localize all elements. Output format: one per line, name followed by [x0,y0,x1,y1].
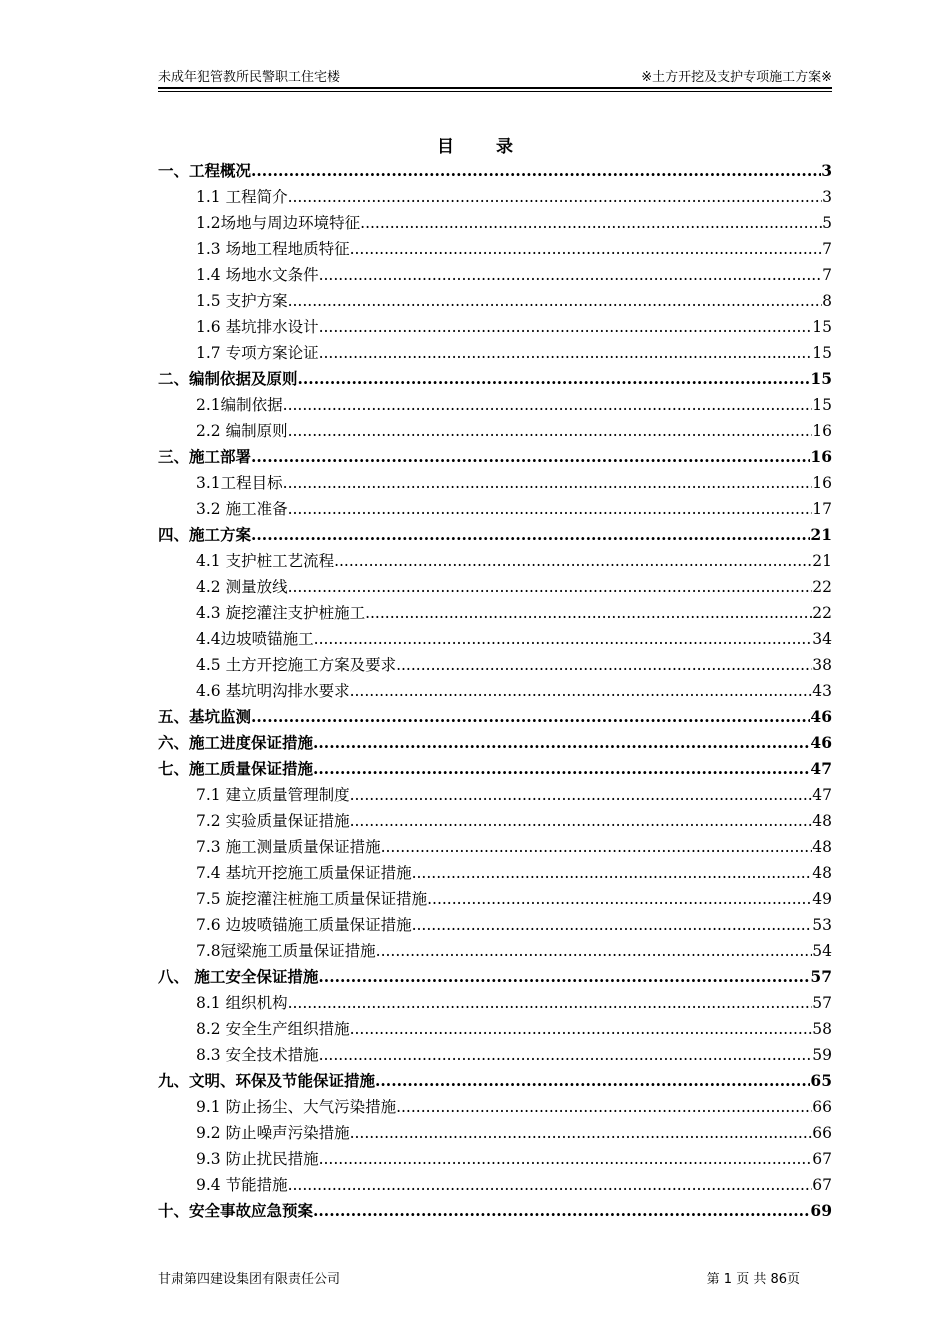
toc-section-entry[interactable] [158,990,832,1016]
toc-dot-leader [427,886,812,912]
toc-page-number: 3 [822,188,832,206]
toc-page-number: 22 [812,604,832,622]
toc-dot-leader [283,470,813,496]
toc-dot-leader [288,288,823,314]
toc-page-number: 66 [812,1124,832,1142]
toc-page-number: 16 [810,447,832,466]
toc-chapter-entry[interactable] [158,730,832,756]
toc-section-entry[interactable] [158,262,832,288]
toc-page-number: 16 [812,422,832,440]
toc-dot-leader [350,1120,813,1146]
header-project-name: 未成年犯管教所民警职工住宅楼 [158,70,341,85]
table-of-contents [158,158,832,1224]
toc-dot-leader [376,938,813,964]
toc-dot-leader [251,158,821,184]
toc-dot-leader [288,184,823,210]
toc-section-entry[interactable] [158,1146,832,1172]
toc-section-entry[interactable] [158,834,832,860]
toc-dot-leader [350,236,823,262]
toc-page-number: 47 [810,759,832,778]
toc-page-number: 47 [812,786,832,804]
toc-page-number: 57 [812,994,832,1012]
toc-section-entry[interactable] [158,860,832,886]
toc-section-entry[interactable] [158,600,832,626]
toc-section-entry[interactable] [158,496,832,522]
toc-entry-title: 1.6 基坑排水设计 [196,318,319,336]
toc-entry-title: 7.5 旋挖灌注桩施工质量保证措施 [196,890,428,908]
toc-page-number: 59 [812,1046,832,1064]
toc-dot-leader [319,340,813,366]
toc-entry-title: 1.7 专项方案论证 [196,344,319,362]
toc-chapter-entry[interactable] [158,366,832,392]
toc-dot-leader [313,756,810,782]
toc-page-number: 57 [810,967,832,986]
toc-chapter-entry[interactable] [158,964,832,990]
toc-entry-title: 1.5 支护方案 [196,292,288,310]
toc-chapter-entry[interactable] [158,704,832,730]
toc-chapter-entry[interactable] [158,1198,832,1224]
toc-page-number: 8 [822,292,832,310]
toc-section-entry[interactable] [158,626,832,652]
toc-section-entry[interactable] [158,340,832,366]
toc-dot-leader [319,314,813,340]
toc-page-number: 16 [812,474,832,492]
toc-page-number: 48 [812,838,832,856]
toc-entry-title: 二、编制依据及原则 [158,369,298,388]
toc-entry-title: 8.1 组织机构 [196,994,288,1012]
toc-page-number: 67 [812,1176,832,1194]
toc-entry-title: 9.2 防止噪声污染措施 [196,1124,350,1142]
toc-page-number: 15 [812,318,832,336]
toc-entry-title: 2.1编制依据 [196,396,283,414]
toc-dot-leader [251,704,810,730]
toc-page-number: 15 [812,344,832,362]
toc-entry-title: 8.2 安全生产组织措施 [196,1020,350,1038]
toc-dot-leader [313,1198,810,1224]
toc-page-number: 5 [822,214,832,232]
toc-entry-title: 7.1 建立质量管理制度 [196,786,350,804]
toc-page-number: 58 [812,1020,832,1038]
toc-dot-leader [360,210,822,236]
toc-section-entry[interactable] [158,418,832,444]
toc-dot-leader [365,600,812,626]
toc-section-entry[interactable] [158,548,832,574]
toc-dot-leader [251,522,810,548]
toc-section-entry[interactable] [158,912,832,938]
toc-entry-title: 1.4 场地水文条件 [196,266,319,284]
toc-page-number: 48 [812,812,832,830]
toc-entry-title: 7.4 基坑开挖施工质量保证措施 [196,864,412,882]
toc-section-entry[interactable] [158,184,832,210]
toc-dot-leader [412,860,813,886]
toc-page-number: 21 [812,552,832,570]
toc-entry-title: 九、文明、环保及节能保证措施 [158,1071,376,1090]
toc-entry-title: 4.3 旋挖灌注支护桩施工 [196,604,366,622]
toc-entry-title: 三、施工部署 [158,447,252,466]
header-rule-thick [158,87,832,89]
toc-page-number: 3 [821,161,832,180]
toc-dot-leader [381,834,813,860]
toc-page-number: 49 [812,890,832,908]
toc-section-entry[interactable] [158,210,832,236]
toc-entry-title: 七、施工质量保证措施 [158,759,314,778]
toc-dot-leader [334,548,812,574]
toc-entry-title: 9.4 节能措施 [196,1176,288,1194]
toc-page-number: 67 [812,1150,832,1168]
toc-page-number: 48 [812,864,832,882]
toc-section-entry[interactable] [158,808,832,834]
toc-section-entry[interactable] [158,1120,832,1146]
toc-section-entry[interactable] [158,886,832,912]
toc-entry-title: 7.2 实验质量保证措施 [196,812,350,830]
toc-section-entry[interactable] [158,938,832,964]
toc-section-entry[interactable] [158,1042,832,1068]
toc-section-entry[interactable] [158,678,832,704]
toc-page-number: 54 [812,942,832,960]
toc-entry-title: 十、安全事故应急预案 [158,1201,314,1220]
toc-entry-title: 7.6 边坡喷锚施工质量保证措施 [196,916,412,934]
toc-chapter-entry[interactable] [158,1068,832,1094]
toc-entry-title: 一、工程概况 [158,161,252,180]
toc-entry-title: 4.5 土方开挖施工方案及要求 [196,656,397,674]
toc-page-number: 7 [822,240,832,258]
toc-section-entry[interactable] [158,470,832,496]
toc-dot-leader [412,912,813,938]
toc-section-entry[interactable] [158,288,832,314]
toc-page-number: 15 [812,396,832,414]
toc-page-number: 22 [812,578,832,596]
toc-page-number: 66 [812,1098,832,1116]
toc-section-entry[interactable] [158,1016,832,1042]
toc-section-entry[interactable] [158,314,832,340]
toc-dot-leader [314,626,813,652]
toc-dot-leader [375,1068,810,1094]
toc-dot-leader [319,1146,813,1172]
toc-dot-leader [319,262,823,288]
toc-dot-leader [288,574,813,600]
toc-entry-title: 3.1工程目标 [196,474,283,492]
toc-dot-leader [396,652,812,678]
toc-dot-leader [288,1172,813,1198]
toc-page-number: 38 [812,656,832,674]
toc-section-entry[interactable] [158,1094,832,1120]
toc-section-entry[interactable] [158,236,832,262]
toc-dot-leader [318,964,810,990]
toc-section-entry[interactable] [158,652,832,678]
toc-entry-title: 9.3 防止扰民措施 [196,1150,319,1168]
toc-dot-leader [313,730,810,756]
toc-chapter-entry[interactable] [158,444,832,470]
toc-page-number: 69 [810,1201,832,1220]
toc-page-number: 46 [810,733,832,752]
toc-section-entry[interactable] [158,1172,832,1198]
toc-chapter-entry[interactable] [158,522,832,548]
toc-page-number: 34 [812,630,832,648]
toc-entry-title: 9.1 防止扬尘、大气污染措施 [196,1098,397,1116]
toc-entry-title: 8.3 安全技术措施 [196,1046,319,1064]
toc-dot-leader [283,392,813,418]
toc-dot-leader [350,1016,813,1042]
toc-entry-title: 1.1 工程简介 [196,188,288,206]
page-header [158,64,832,86]
toc-entry-title: 1.2场地与周边环境特征 [196,214,361,232]
toc-page-number: 53 [812,916,832,934]
toc-entry-title: 六、施工进度保证措施 [158,733,314,752]
toc-entry-title: 2.2 编制原则 [196,422,288,440]
toc-section-entry[interactable] [158,574,832,600]
toc-dot-leader [350,808,813,834]
toc-page-number: 17 [812,500,832,518]
toc-page-number: 7 [822,266,832,284]
toc-dot-leader [288,418,813,444]
toc-entry-title: 7.3 施工测量质量保证措施 [196,838,381,856]
header-rule-thin [158,91,832,92]
toc-dot-leader [350,678,813,704]
footer-page-number: 第 1 页 共 86页 [706,1272,800,1287]
toc-page-number: 65 [810,1071,832,1090]
toc-chapter-entry[interactable] [158,756,832,782]
toc-dot-leader [288,990,813,1016]
toc-dot-leader [288,496,813,522]
toc-entry-title: 4.2 测量放线 [196,578,288,596]
toc-page-number: 46 [810,707,832,726]
footer-company: 甘肃第四建设集团有限责任公司 [158,1272,341,1287]
toc-entry-title: 1.3 场地工程地质特征 [196,240,350,258]
toc-page-number: 21 [810,525,832,544]
toc-page-number: 15 [810,369,832,388]
toc-page-number: 43 [812,682,832,700]
toc-dot-leader [350,782,813,808]
toc-entry-title: 4.6 基坑明沟排水要求 [196,682,350,700]
toc-entry-title: 3.2 施工准备 [196,500,288,518]
toc-section-entry[interactable] [158,782,832,808]
header-document-title: ※土方开挖及支护专项施工方案※ [641,70,832,85]
toc-dot-leader [319,1042,813,1068]
toc-chapter-entry[interactable] [158,158,832,184]
toc-title: 目 录 [437,137,531,157]
toc-entry-title: 八、 施工安全保证措施 [158,967,319,986]
toc-entry-title: 五、基坑监测 [158,707,252,726]
toc-entry-title: 四、施工方案 [158,525,252,544]
toc-entry-title: 7.8冠梁施工质量保证措施 [196,942,376,960]
toc-entry-title: 4.1 支护桩工艺流程 [196,552,335,570]
toc-dot-leader [251,444,810,470]
toc-dot-leader [396,1094,812,1120]
toc-section-entry[interactable] [158,392,832,418]
page-footer [158,1268,800,1288]
toc-entry-title: 4.4边坡喷锚施工 [196,630,314,648]
toc-dot-leader [298,366,811,392]
